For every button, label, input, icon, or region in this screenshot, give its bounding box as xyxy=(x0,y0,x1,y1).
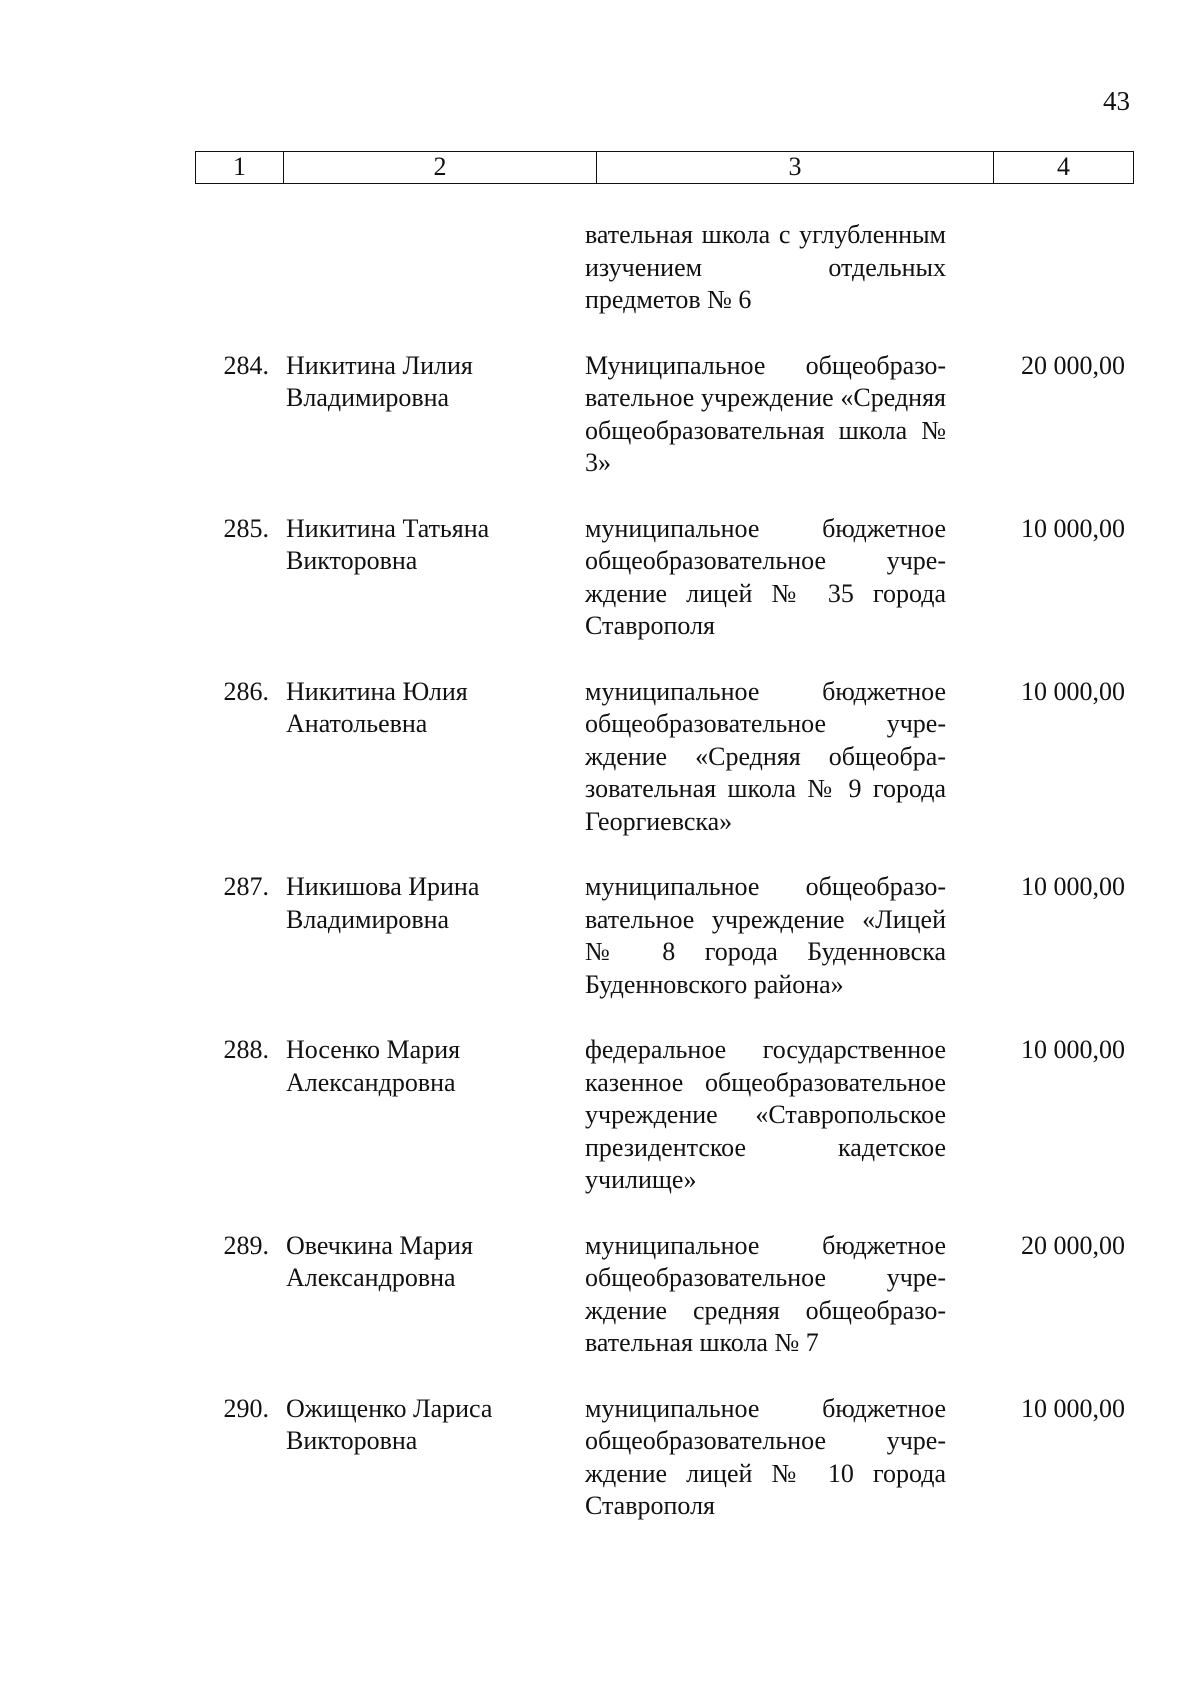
org-cell: Муниципальное общеобразовательное учреждение «Средняя общеобразовательная школа № 3» xyxy=(585,350,946,477)
person-name: Никитина Юлия Анатольевна xyxy=(286,676,468,738)
org-cell: муниципальное бюджетное общеобразовательное учреждение лицей № 10 города Ставрополя xyxy=(585,1393,946,1520)
table-row xyxy=(195,1393,1135,1523)
header-col-3: 3 xyxy=(597,152,994,183)
row-number: 289. xyxy=(223,1230,269,1260)
row-number: 288. xyxy=(223,1035,269,1064)
org-cell: муниципальное общеобразовательное учреждение «Лицей № 8 города Буденновска Буденновского района» xyxy=(585,872,946,999)
amount-cell: 20 000,00 xyxy=(1021,350,1125,380)
table-row xyxy=(195,871,1135,1001)
person-name: Носенко Мария Александровна xyxy=(286,1035,461,1097)
table-row xyxy=(195,1230,1135,1360)
person-name: Ожищенко Лариса Викторовна xyxy=(286,1393,493,1455)
row-number: 285. xyxy=(223,513,269,543)
amount-cell: 10 000,00 xyxy=(1021,1035,1125,1064)
table-row xyxy=(195,513,1135,643)
row-number: 290. xyxy=(223,1393,269,1423)
table-body xyxy=(195,219,1135,1556)
header-col-4: 4 xyxy=(1057,152,1070,181)
amount-cell: 10 000,00 xyxy=(1021,513,1125,543)
table-header xyxy=(195,151,1134,184)
table-row xyxy=(195,350,1135,480)
table-row xyxy=(195,1034,1135,1197)
page-number: 43 xyxy=(1103,86,1130,116)
amount-cell: 10 000,00 xyxy=(1021,872,1125,901)
person-name: Никишова Ирина Владимировна xyxy=(286,872,480,934)
person-name: Никитина Лилия Владимировна xyxy=(286,350,473,412)
amount-cell: 20 000,00 xyxy=(1021,1230,1125,1260)
org-cell: федеральное государственное казенное общеобразовательное учреждение «Ставропольское президентское кадетское училище» xyxy=(585,1035,946,1194)
org-cell: муниципальное бюджетное общеобразовательное учреждение средняя общеобразовательная школа № 7 xyxy=(585,1230,946,1357)
org-cell: вательная школа с углубленным изучением отдельных предметов № 6 xyxy=(585,220,946,314)
amount-cell: 10 000,00 xyxy=(1021,676,1125,706)
person-name: Никитина Татьяна Викторовна xyxy=(286,513,490,575)
amount-cell: 10 000,00 xyxy=(1021,1393,1125,1423)
table-row xyxy=(195,676,1135,839)
row-number: 284. xyxy=(223,350,269,380)
row-number: 287. xyxy=(223,872,269,901)
org-cell: муниципальное бюджетное общеобразовательное учреждение «Средняя общеобразовательная школа № 9 города Георгиевска» xyxy=(585,676,946,836)
table-row-continuation xyxy=(195,219,1135,317)
row-number: 286. xyxy=(223,676,269,706)
header-col-1: 1 xyxy=(196,152,284,183)
person-name: Овечкина Мария Александровна xyxy=(286,1230,473,1292)
org-cell: муниципальное бюджетное общеобразовательное учреждение лицей № 35 города Ставрополя xyxy=(585,513,946,640)
header-col-2: 2 xyxy=(284,152,597,183)
